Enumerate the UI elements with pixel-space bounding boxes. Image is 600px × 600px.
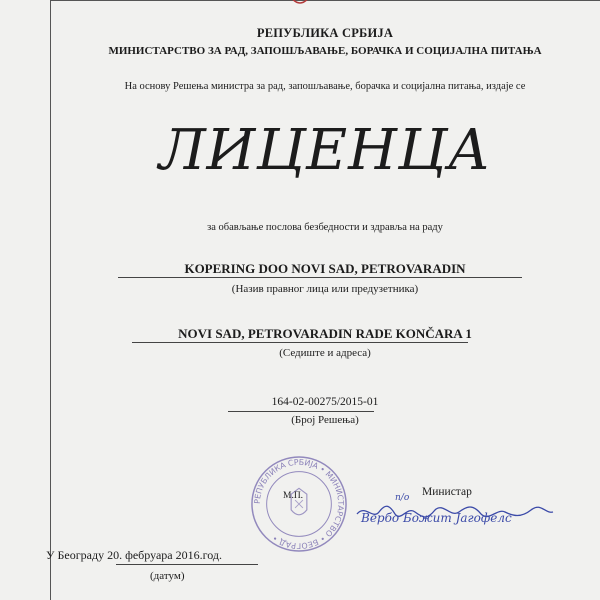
- minister-role: Министар: [422, 486, 472, 498]
- company-caption: (Назив правног лица или предузетника): [231, 283, 419, 295]
- date-caption: (датум): [150, 570, 185, 582]
- issue-date: 20. фебруара 2016.год.: [107, 548, 223, 562]
- decision-number: 164-02-00275/2015-01: [271, 396, 379, 408]
- address-caption: (Седиште и адреса): [279, 347, 371, 359]
- company-address: NOVI SAD, PETROVARADIN RADE KONČARA 1: [178, 326, 472, 341]
- republic-heading: РЕПУБЛИКА СРБИЈА: [256, 26, 394, 40]
- license-purpose: за обављање послова безбедности и здравља на раду: [207, 222, 443, 233]
- issuance-basis-text: На основу Решења министра за рад, запошљавање, борачка и социјална питања, издаје се: [124, 81, 526, 92]
- seal-ring-text: РЕПУБЛИКА СРБИЈА • МИНИСТАРСТВО • БЕОГРАД •: [252, 457, 346, 551]
- decision-caption: (Број Решења): [291, 414, 359, 426]
- frame-top-line: [50, 0, 600, 1]
- signature-handwriting: Вербо Божит Јагофелс: [361, 511, 512, 525]
- coat-of-arms-icon: [288, 0, 312, 8]
- official-seal: [250, 455, 348, 553]
- company-underline: [118, 277, 522, 278]
- signature-prefix: п/о: [395, 493, 410, 503]
- company-name: KOPERING DOO NOVI SAD, PETROVARADIN: [184, 261, 466, 276]
- ministry-heading: МИНИСТАРСТВО ЗА РАД, ЗАПОШЉАВАЊЕ, БОРАЧКА И СОЦИЈАЛНА ПИТАЊА: [108, 45, 542, 57]
- issue-place: У Београду: [46, 548, 108, 562]
- decision-underline: [228, 411, 374, 412]
- seal-label: М.П.: [283, 491, 304, 501]
- address-underline: [132, 342, 468, 343]
- date-underline: [116, 564, 258, 565]
- document-title: ЛИЦЕНЦА: [158, 118, 492, 183]
- issue-date-line: [46, 548, 222, 563]
